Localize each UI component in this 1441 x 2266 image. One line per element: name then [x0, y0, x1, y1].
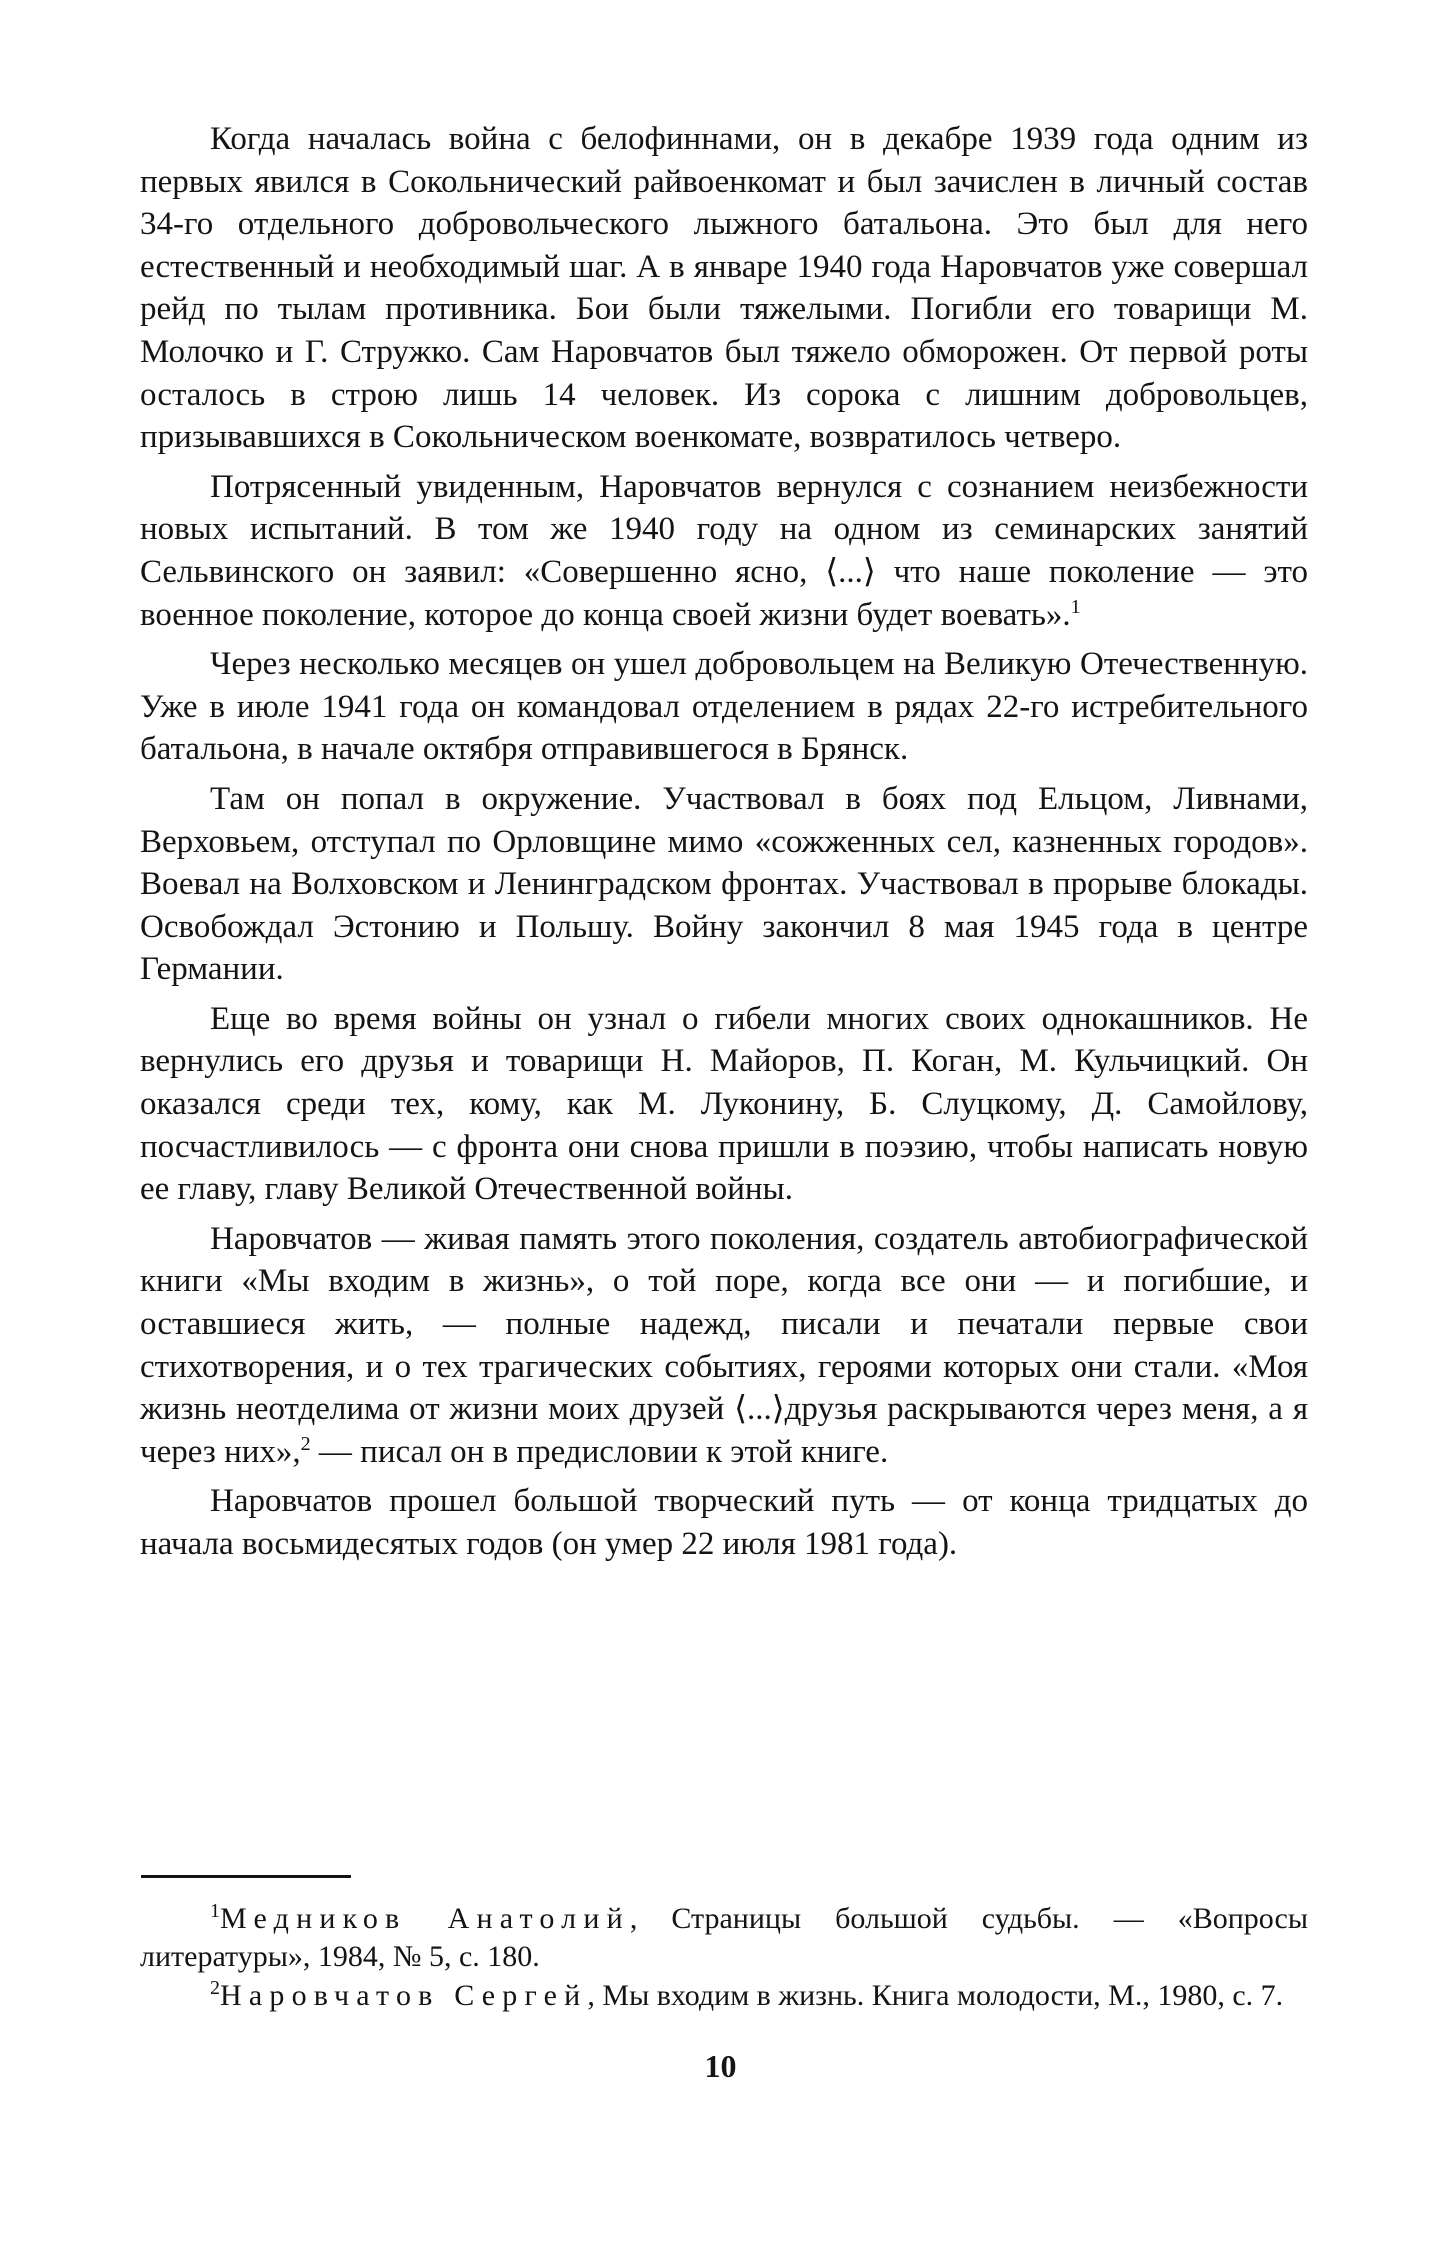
footnote-ref-2[interactable]: 2 — [300, 1432, 311, 1455]
paragraph-2 — [140, 466, 1308, 636]
paragraph-6-tail: — писал он в предисловии к этой книге. — [310, 1433, 889, 1470]
paragraph-3 — [140, 643, 1308, 771]
paragraph-7 — [140, 1480, 1308, 1565]
paragraph-3-text: Через несколько месяцев он ушел добровольцем на Великую Отечественную. Уже в июле 1941 года он командовал отделением в рядах 22-го истребительного батальона, в начале октября отправившегося в Брянск. — [140, 646, 1308, 768]
main-text — [140, 118, 1308, 1566]
paragraph-4 — [140, 778, 1308, 991]
footnote-2-mark: 2 — [210, 1976, 220, 1999]
footnote-2-text: , Мы входим в жизнь. Книга молодости, М., 1980, с. 7. — [587, 1978, 1284, 2012]
paragraph-7-text: Наровчатов прошел большой творческий путь — от конца тридцатых до начала восьмидесятых годов (он умер 22 июля 1981 года). — [140, 1483, 1308, 1562]
page-number: 10 — [704, 2048, 737, 2084]
footnote-1-author: Медников Анатолий — [220, 1902, 630, 1935]
paragraph-6-text: Наровчатов — живая память этого поколения, создатель автобиографической книги «Мы входим в жизнь», о той поре, когда все они — и погибшие, и оставшиеся жить, — полные надежд, писали и печатали первые свои стихотворения, и о тех трагических событиях, героями которых они стали. «Моя жизнь неотделима от жизни моих друзей ⟨...⟩друзья раскрываются через меня, а я через них», — [140, 1220, 1308, 1470]
footnote-1-text: , Страницы большой судьбы. — «Вопросы литературы», 1984, № 5, с. 180. — [140, 1902, 1308, 1974]
paragraph-6 — [140, 1218, 1308, 1474]
paragraph-1-text: Когда началась война с белофиннами, он в декабре 1939 года одним из первых явился в Сокольнический райвоенкомат и был зачислен в личный состав 34-го отдельного добровольческого лыжного батальона. Это был для него естественный и необходимый шаг. А в январе 1940 года Наровчатов уже совершал рейд по тылам противника. Бои были тяжелыми. Погибли его товарищи М. Молочко и Г. Стружко. Сам Наровчатов был тяжело обморожен. От первой роты осталось в строю лишь 14 человек. Из сорока с лишним добровольцев, призывавшихся в Сокольническом военкомате, возвратилось четверо. — [140, 121, 1308, 456]
paragraph-1 — [140, 118, 1308, 459]
footnote-1-mark: 1 — [210, 1900, 220, 1922]
paragraph-5 — [140, 998, 1308, 1211]
footnotes — [140, 1900, 1308, 2015]
footnote-1 — [140, 1900, 1308, 1977]
paragraph-2-text: Потрясенный увиденным, Наровчатов вернулся с сознанием неизбежности новых испытаний. В том же 1940 году на одном из семинарских занятий Сельвинского он заявил: «Совершенно ясно, ⟨...⟩ что наше поколение — это военное поколение, которое до конца своей жизни будет воевать». — [140, 468, 1308, 633]
footnote-ref-1[interactable]: 1 — [1070, 595, 1081, 618]
paragraph-4-text: Там он попал в окружение. Участвовал в боях под Ельцом, Ливнами, Верховьем, отступал по Орловщине мимо «сожженных сел, казненных городов». Воевал на Волховском и Ленинградском фронтах. Участвовал в прорыве блокады. Освобождал Эстонию и Польшу. Войну закончил 8 мая 1945 года в центре Германии. — [140, 780, 1308, 988]
footnote-divider — [141, 1875, 351, 1878]
footnote-2-author: Наровчатов Сергей — [220, 1978, 588, 2012]
footnote-2 — [140, 1977, 1308, 2015]
paragraph-5-text: Еще во время войны он узнал о гибели многих своих однокашников. Не вернулись его друзья и товарищи Н. Майоров, П. Коган, М. Кульчицкий. Он оказался среди тех, кому, как М. Луконину, Б. Слуцкому, Д. Самойлову, посчастливилось — с фронта они снова пришли в поэзию, чтобы написать новую ее главу, главу Великой Отечественной войны. — [140, 1000, 1308, 1208]
